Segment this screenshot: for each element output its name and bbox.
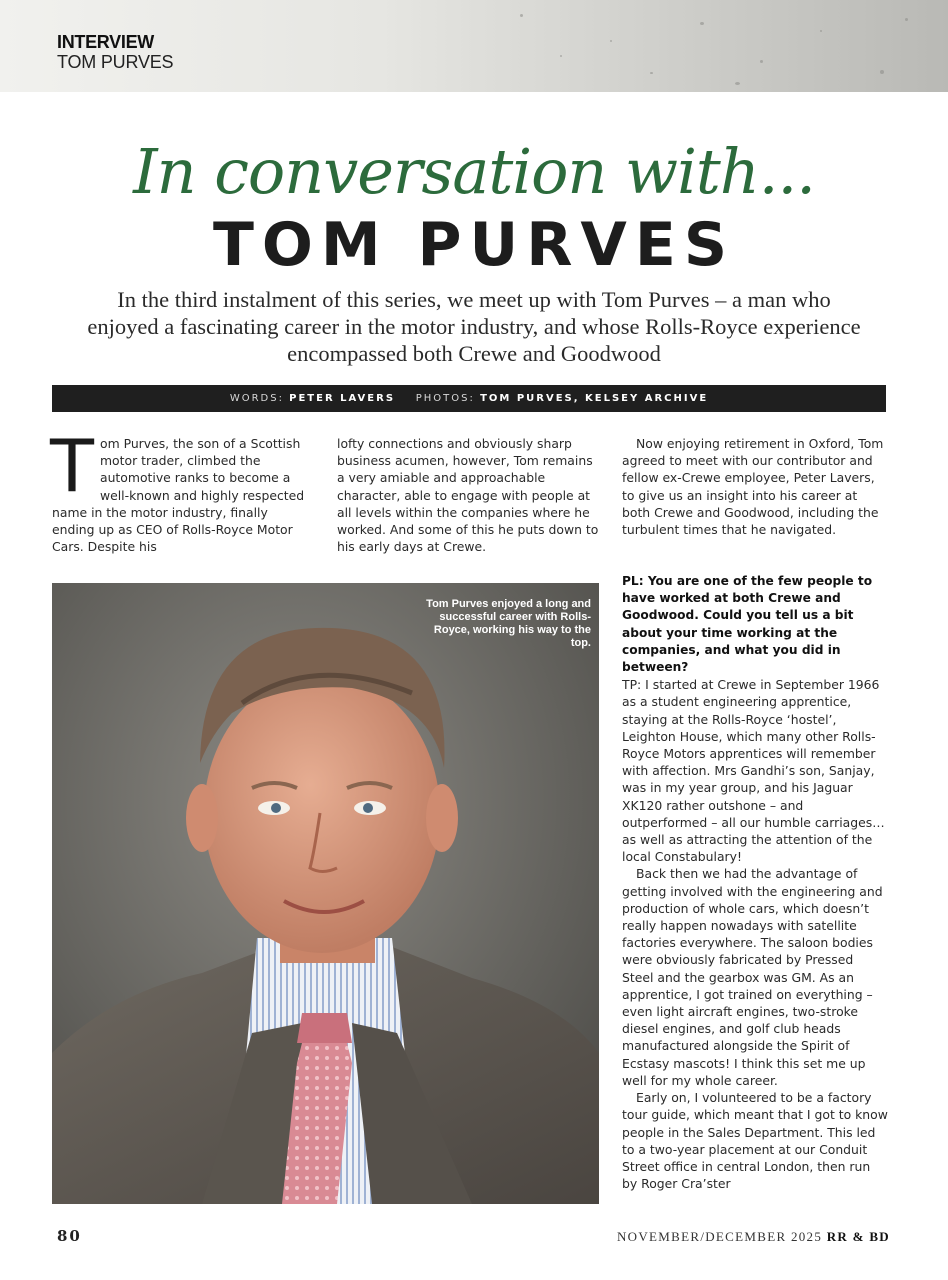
intro-text-2: lofty connections and obviously sharp business acumen, however, Tom remains a very amiable and approachable character, able to engage with people at all levels within the companies where he worked. And some of this he puts down to his early days at Crewe. (337, 436, 599, 555)
footer-issue (617, 1229, 890, 1245)
interview-answer-2: Back then we had the advantage of getting involved with the engineering and production of whole cars, which doesn’t really happen nowadays with satellite factories everywhere. The saloon bodies were obviously fabricated by Pressed Steel and the gearbox was GM. As an apprentice, I got trained on everything – even light aircraft engines, two-stroke diesel engines, and golf club heads manufactured alongside the Spirit of Ecstasy mascots! I think this set me up well for my whole career. (622, 866, 883, 1088)
credits-bar (52, 385, 886, 412)
interview-column (622, 573, 888, 1192)
interview-answer-3: Early on, I volunteered to be a factory tour guide, which meant that I got to know people in the Sales Department. This led to a two-year placement at our Conduit Street office in central London, then run by Roger Cra’ster (622, 1090, 888, 1192)
interview-answer-1: TP: I started at Crewe in September 1966 as a student engineering apprentice, staying at the Rolls-Royce ‘hostel’, Leighton House, which many other Rolls-Royce Motors apprentices will remember with affection. Mrs Gandhi’s son, Sanjay, was in my year group, and his Jaguar XK120 rather outshone – and outperformed – all our humble carriages… as well as attracting the attention of the local Constabulary! (622, 677, 885, 865)
interview-question: PL: You are one of the few people to have worked at both Crewe and Goodwood. Could you tell us a bit about your time working at the companies, and what you did in between? (622, 574, 873, 675)
page-number: 80 (57, 1227, 82, 1245)
issue-date: NOVEMBER/DECEMBER 2025 (616, 1229, 823, 1244)
section-subject: TOM PURVES (57, 52, 174, 72)
portrait-photo (52, 583, 599, 1204)
name-title: TOM PURVES (212, 210, 736, 280)
words-name: PETER LAVERS (289, 393, 396, 404)
intro-text-1: om Purves, the son of a Scottish motor trader, climbed the automotive ranks to become a well-known and highly respected name in the motor industry, finally ending up as CEO of Rolls-Royce Motor Cars. Despite his (52, 436, 305, 555)
photo-caption: Tom Purves enjoyed a long and successful career with Rolls-Royce, working his way to the top. (426, 598, 591, 649)
words-label: WORDS: (229, 393, 284, 404)
intro-column-2 (337, 435, 601, 555)
script-title: In conversation with... (133, 135, 815, 208)
intro-column-1 (50, 424, 310, 555)
photos-label: PHOTOS: (415, 393, 475, 404)
intro-text-3: Now enjoying retirement in Oxford, Tom agreed to meet with our contributor and fellow ex-Crewe employee, Peter Lavers, to give us an insight into his career at both Crewe and Goodwood, including the turbulent times that he navigated. (622, 436, 884, 538)
magazine-name: RR & BD (826, 1229, 890, 1244)
intro-column-3 (622, 435, 886, 538)
section-label: INTERVIEW (57, 32, 154, 52)
dropcap: T (50, 424, 94, 508)
photos-name: TOM PURVES, KELSEY ARCHIVE (480, 393, 709, 404)
portrait-illustration (52, 583, 599, 1204)
standfirst: In the third instalment of this series, we meet up with Tom Purves – a man who enjoyed a fascinating career in the motor industry, and whose Rolls-Royce experience encompassed both Crewe and Goodwood (87, 287, 861, 366)
